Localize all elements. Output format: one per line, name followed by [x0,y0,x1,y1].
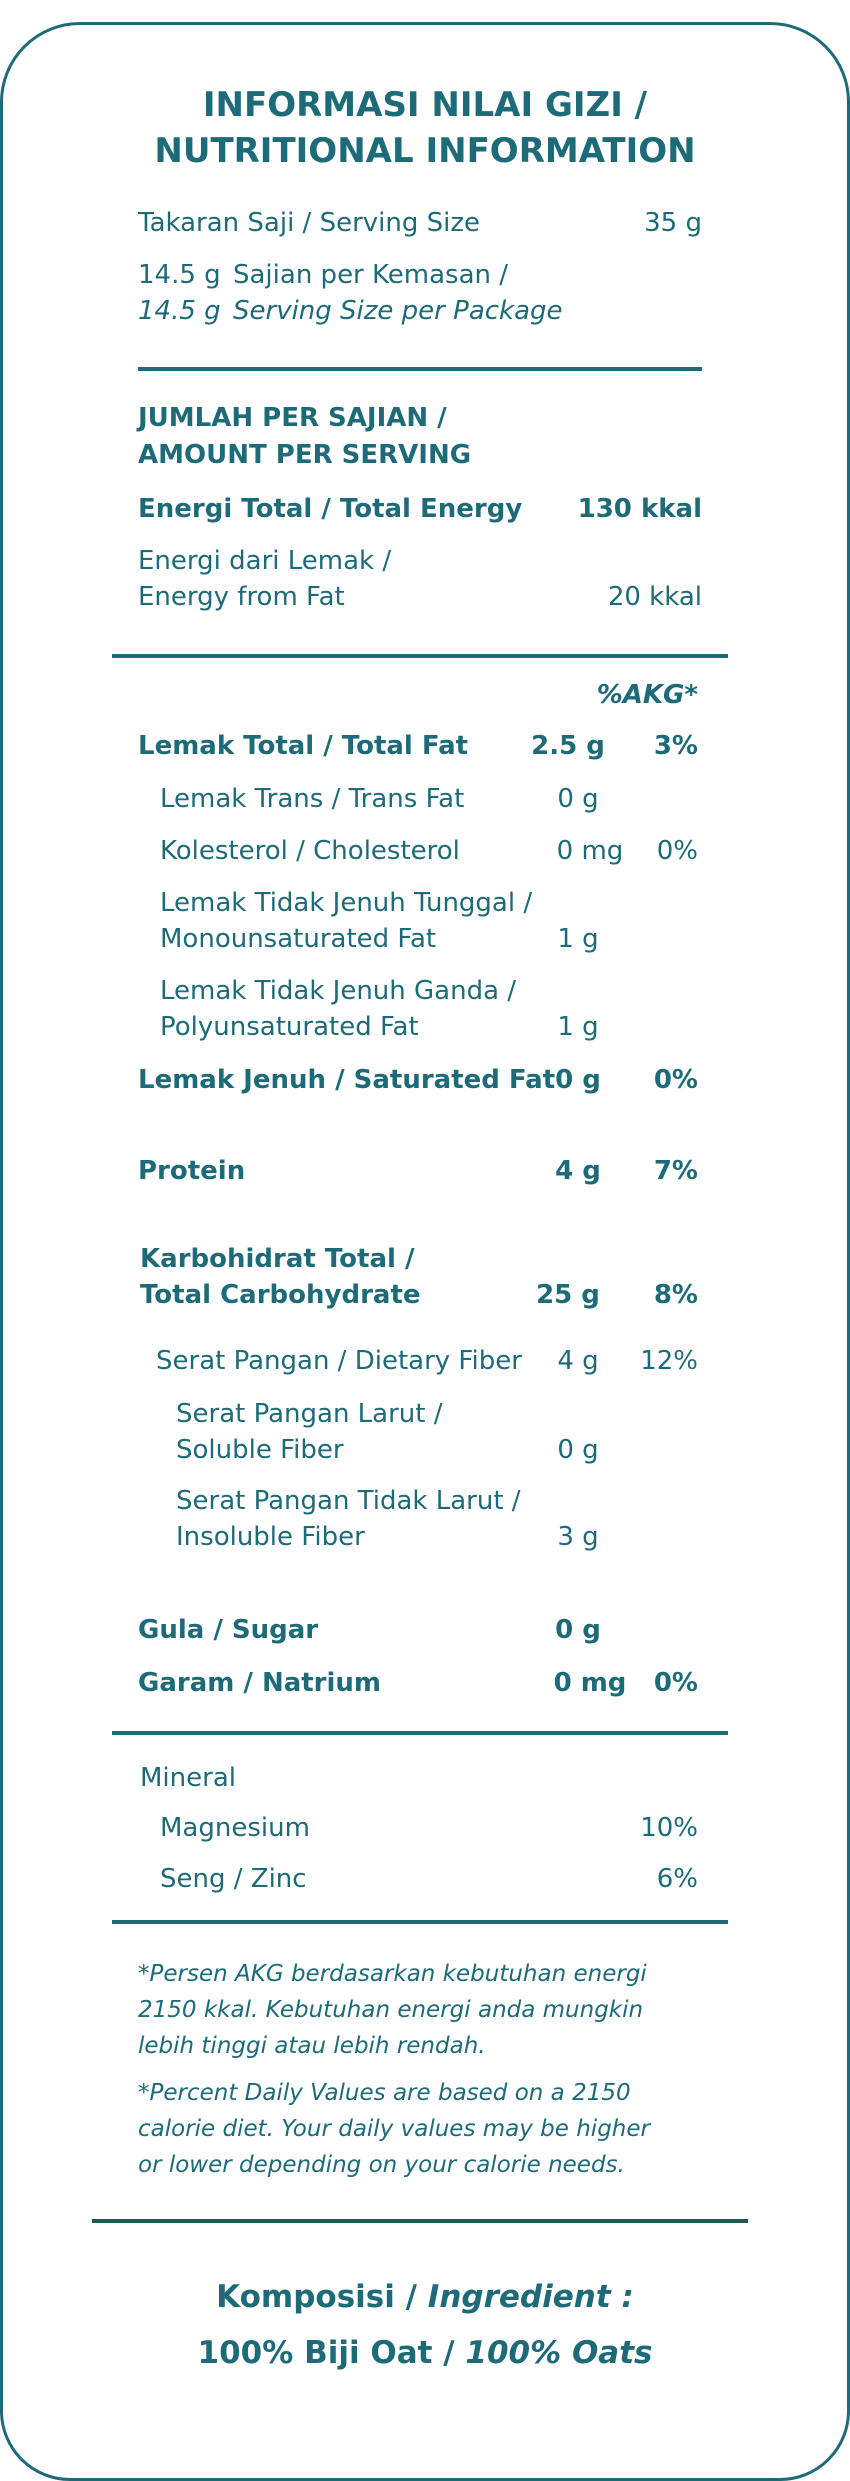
carb-amount: 25 g [536,1280,600,1310]
fiber-label: Serat Pangan / Dietary Fiber [156,1346,522,1376]
per-package-value-en: 14.5 g [138,296,221,326]
fiber-akg: 12% [640,1346,698,1376]
mono-fat-line-2: Monounsaturated Fat [160,924,437,954]
composition-label-id: Komposisi / [216,2279,417,2315]
sat-fat-amount: 0 g [555,1065,601,1095]
amount-heading-line-2: AMOUNT PER SERVING [138,440,472,470]
carb-line-1: Karbohidrat Total / [140,1244,415,1274]
fat-energy-line-1: Energi dari Lemak / [138,546,392,576]
energy-value: 130 kkal [577,494,702,524]
trans-fat-amount: 0 g [557,784,599,814]
divider-footnotes [92,2219,748,2223]
mono-fat-line-1: Lemak Tidak Jenuh Tunggal / [160,888,533,918]
soluble-line-1: Serat Pangan Larut / [176,1399,443,1429]
magnesium-label: Magnesium [160,1813,310,1843]
footnote-id-line-1: *Persen AKG berdasarkan kebutuhan energi [138,1961,647,1987]
footnote-en-line-2: calorie diet. Your daily values may be higher [138,2116,650,2142]
per-package-value-id: 14.5 g [138,260,221,290]
soluble-amount: 0 g [557,1435,599,1465]
poly-fat-amount: 1 g [557,1012,599,1042]
serving-size-label: Takaran Saji / Serving Size [138,208,480,238]
cholesterol-akg: 0% [656,836,698,866]
salt-label: Garam / Natrium [138,1668,382,1698]
divider-serving [138,367,702,371]
serving-size-value: 35 g [644,208,702,238]
sugar-label: Gula / Sugar [138,1615,319,1645]
protein-label: Protein [138,1156,246,1186]
zinc-akg: 6% [656,1864,698,1894]
composition-value [0,2335,850,2371]
protein-akg: 7% [653,1156,698,1186]
cholesterol-label: Kolesterol / Cholesterol [160,836,460,866]
title-line-1: INFORMASI NILAI GIZI / [202,85,648,125]
insoluble-line-2: Insoluble Fiber [176,1522,365,1552]
akg-header: %AKG* [596,680,698,710]
divider-nutrients [112,1731,728,1735]
insoluble-line-1: Serat Pangan Tidak Larut / [176,1486,521,1516]
composition-label [0,2279,850,2315]
mineral-heading: Mineral [140,1763,236,1793]
per-package-label-id: Sajian per Kemasan / [233,260,509,290]
total-fat-amount: 2.5 g [531,731,605,761]
poly-fat-line-1: Lemak Tidak Jenuh Ganda / [160,976,517,1006]
insoluble-amount: 3 g [557,1522,599,1552]
composition-value-en: 100% Oats [465,2335,653,2371]
trans-fat-label: Lemak Trans / Trans Fat [160,784,465,814]
protein-amount: 4 g [555,1156,601,1186]
magnesium-akg: 10% [640,1813,698,1843]
carb-akg: 8% [653,1280,698,1310]
carb-line-2: Total Carbohydrate [140,1280,421,1310]
cholesterol-amount: 0 mg [556,836,624,866]
footnote-id [138,1956,647,2064]
energy-label: Energi Total / Total Energy [138,494,523,524]
amount-heading-line-1: JUMLAH PER SAJIAN / [138,403,447,433]
sugar-amount: 0 g [555,1615,601,1645]
divider-minerals [112,1920,728,1924]
fat-energy-line-2: Energy from Fat [138,582,345,612]
soluble-line-2: Soluble Fiber [176,1435,344,1465]
footnote-en [138,2075,650,2183]
footnote-id-line-3: lebih tinggi atau lebih rendah. [138,2033,486,2059]
poly-fat-line-2: Polyunsaturated Fat [160,1012,419,1042]
title-line-2: NUTRITIONAL INFORMATION [154,131,696,171]
footnote-id-line-2: 2150 kkal. Kebutuhan energi anda mungkin [138,1997,644,2023]
sat-fat-label: Lemak Jenuh / Saturated Fat [138,1065,556,1095]
fat-energy-value: 20 kkal [607,582,702,612]
zinc-label: Seng / Zinc [160,1864,307,1894]
total-fat-akg: 3% [653,731,698,761]
footnote-en-line-1: *Percent Daily Values are based on a 2150 [138,2080,631,2106]
footnote-en-line-3: or lower depending on your calorie needs. [138,2152,625,2178]
per-package-label-en: Serving Size per Package [233,296,563,326]
mono-fat-amount: 1 g [557,924,599,954]
total-fat-label: Lemak Total / Total Fat [138,731,469,761]
composition-label-en: Ingredient : [427,2279,634,2315]
divider-energy [112,654,728,658]
salt-amount: 0 mg [553,1668,627,1698]
sat-fat-akg: 0% [653,1065,698,1095]
salt-akg: 0% [653,1668,698,1698]
fiber-amount: 4 g [557,1346,599,1376]
composition-value-id: 100% Biji Oat / [197,2335,455,2371]
